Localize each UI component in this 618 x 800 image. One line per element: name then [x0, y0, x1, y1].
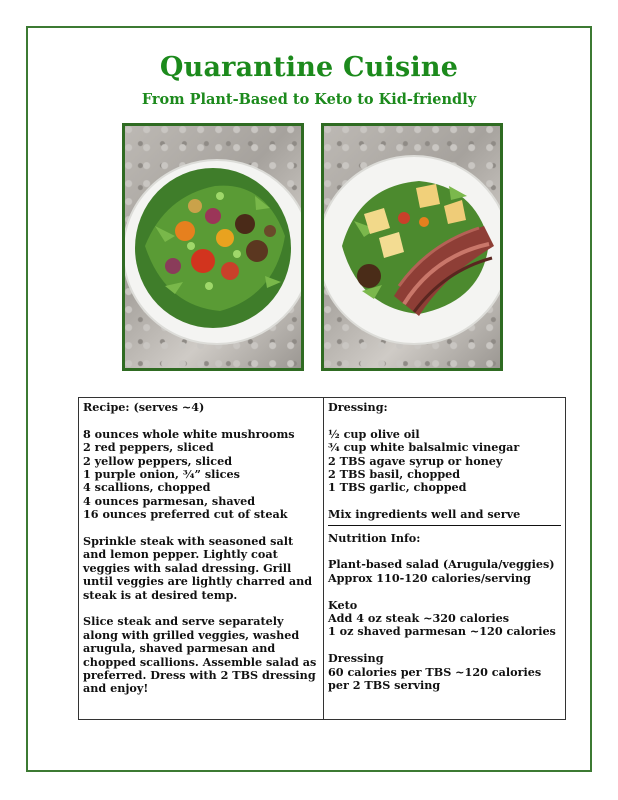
page-title: Quarantine Cuisine	[159, 52, 459, 83]
ingredient-item: 1 purple onion, ¾” slices	[83, 467, 240, 482]
keto-calories: Add 4 oz steak ~320 calories	[328, 611, 510, 626]
recipe-step-1: Sprinkle steak with seasoned salt and lemon pepper. Lightly coat veggies with salad dressing. Grill until veggies are lightly charred and steak is at desired temp.	[83, 534, 313, 602]
ingredient-item: 16 ounces preferred cut of steak	[83, 507, 288, 522]
salad-plate-illustration	[125, 126, 301, 368]
salad-photo-plant-based	[122, 123, 304, 371]
plant-based-calories: Approx 110-120 calories/serving	[328, 570, 531, 585]
ingredient-item: 4 scallions, chopped	[83, 480, 211, 495]
keto-title: Keto	[328, 597, 358, 612]
salad-photo-keto-steak	[321, 123, 503, 371]
dressing-calories: per 2 TBS serving	[328, 678, 441, 693]
ingredient-item: 8 ounces whole white mushrooms	[83, 426, 295, 441]
section-divider	[328, 525, 561, 526]
steak-salad-plate-illustration	[324, 126, 500, 368]
plant-based-title: Plant-based salad (Arugula/veggies)	[328, 557, 555, 572]
ingredient-item: 2 yellow peppers, sliced	[83, 453, 233, 468]
recipe-heading: Recipe: (serves ~4)	[83, 400, 205, 414]
nutrition-heading: Nutrition Info:	[328, 530, 421, 545]
recipe-table	[78, 397, 566, 720]
dressing-ingredient: 2 TBS agave syrup or honey	[328, 453, 503, 468]
dressing-nutrition-column	[324, 398, 566, 720]
keto-calories: 1 oz shaved parmesan ~120 calories	[328, 624, 556, 639]
page-subtitle: From Plant-Based to Keto to Kid-friendly	[141, 91, 477, 108]
dressing-ingredient: ¾ cup white balsalmic vinegar	[328, 440, 520, 455]
ingredient-item: 4 ounces parmesan, shaved	[83, 493, 256, 508]
dressing-nutrition-title: Dressing	[328, 651, 384, 666]
dressing-instruction: Mix ingredients well and serve	[328, 507, 521, 522]
ingredient-item: 2 red peppers, sliced	[83, 440, 214, 455]
dressing-ingredient: 2 TBS basil, chopped	[328, 467, 461, 482]
dressing-heading: Dressing:	[328, 400, 388, 414]
recipe-column	[79, 398, 324, 720]
recipe-step-2: Slice steak and serve separately along with grilled veggies, washed arugula, shaved parmesan and chopped scallions. Assemble salad as preferred. Dress with 2 TBS dressing and enjoy!	[83, 614, 317, 696]
dressing-ingredient: ½ cup olive oil	[328, 426, 420, 441]
dressing-calories: 60 calories per TBS ~120 calories	[328, 664, 542, 679]
dressing-ingredient: 1 TBS garlic, chopped	[328, 480, 467, 495]
